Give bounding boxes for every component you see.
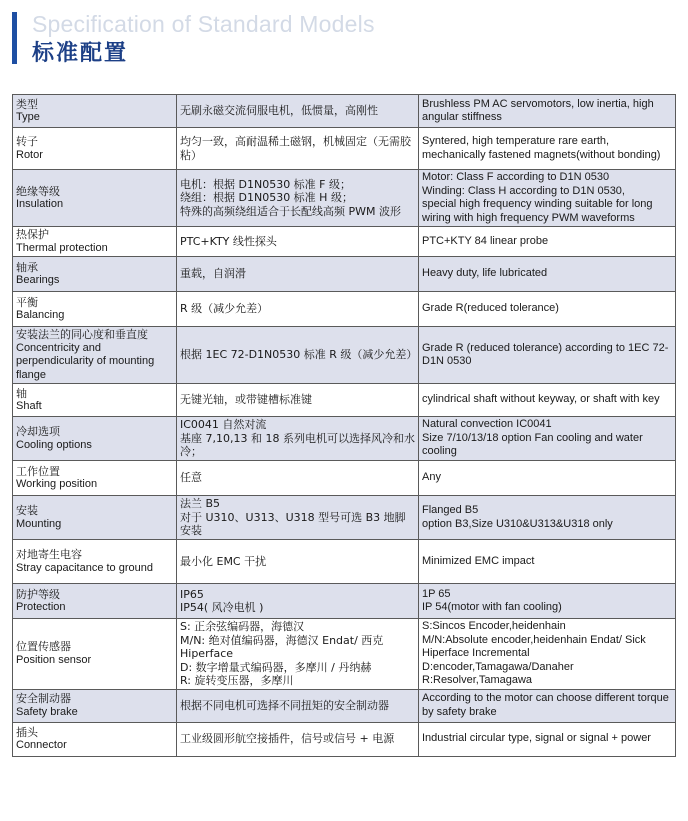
spec-label-english: Balancing [16,309,65,321]
spec-value-english-cell [419,257,676,292]
spec-value-english-cell [419,540,676,584]
spec-label-cell [13,461,177,496]
spec-value-chinese: 重载，自润滑 [180,267,246,281]
spec-value-chinese: 基座 7,10,13 和 18 系列电机可以选择风冷和水冷； [180,431,415,459]
spec-row [13,227,676,257]
spec-value-chinese: 法兰 B5 [180,497,221,511]
spec-value-chinese-cell [177,689,419,722]
spec-label-cell [13,619,177,690]
spec-label-english: Protection [16,601,66,613]
spec-label-english: Type [16,111,40,123]
page-title-english: Specification of Standard Models [32,11,375,37]
spec-label-english: Mounting [16,517,62,530]
spec-value-chinese-cell [177,327,419,384]
spec-value-english-cell [419,128,676,170]
spec-label-cell [13,540,177,584]
spec-value-english: Natural convection IC0041 [422,418,552,431]
spec-label-chinese: 平衡 [16,295,38,309]
spec-label-chinese: 工作位置 [16,464,60,478]
spec-label-chinese: 安全制动器 [16,692,71,705]
spec-row [13,292,676,327]
spec-row [13,584,676,619]
spec-label-english: Safety brake [16,705,78,718]
spec-row [13,689,676,722]
page-header [12,8,672,68]
spec-value-english: Brushless PM AC servomotors, low inertia, high angular stiffness [422,97,654,123]
spec-label-english: Bearings [16,274,60,286]
spec-value-english: Winding: Class H according to D1N 0530, [422,184,625,197]
spec-value-english-cell [419,170,676,227]
spec-label-cell [13,292,177,327]
spec-row [13,619,676,690]
spec-label-chinese: 轴 [16,386,27,400]
spec-value-chinese: IC0041 自然对流 [180,418,267,432]
spec-row [13,257,676,292]
spec-value-english-cell [419,292,676,327]
spec-value-chinese-cell [177,722,419,756]
spec-value-english: Grade R(reduced tolerance) [422,302,559,315]
spec-label-cell [13,584,177,619]
spec-row [13,327,676,384]
spec-value-chinese-cell [177,170,419,227]
spec-value-english-cell [419,461,676,496]
spec-value-chinese: 根据不同电机可选择不同扭矩的安全制动器 [180,698,389,712]
spec-value-chinese: R 级（减少允差） [180,302,269,316]
spec-value-chinese: IP54( 风冷电机 ) [180,601,264,614]
spec-value-english-cell [419,327,676,384]
spec-label-english: Cooling options [16,438,92,451]
spec-label-chinese: 类型 [16,97,38,111]
spec-label-chinese: 热保护 [16,228,49,241]
title-accent-bar [12,12,17,64]
spec-value-english-cell [419,689,676,722]
spec-value-english: Motor: Class F according to D1N 0530 [422,171,610,183]
spec-row [13,417,676,461]
spec-value-chinese: 根据 1EC 72-D1N0530 标准 R 级（减少允差） [180,348,418,362]
spec-label-chinese: 冷却选项 [16,425,60,438]
spec-label-english: Working position [16,478,98,490]
spec-value-english: cylindrical shaft without keyway, or shaft with key [422,393,660,406]
spec-row [13,170,676,227]
spec-value-chinese: M/N: 绝对值编码器，海德汉 Endat/ 西克 Hiperface [180,633,384,660]
spec-label-chinese: 安装 [16,504,38,517]
spec-label-chinese: 轴承 [16,260,38,274]
spec-value-chinese-cell [177,496,419,540]
spec-value-chinese: 绕组：根据 D1N0530 标准 H 级； [180,191,353,205]
spec-label-chinese: 防护等级 [16,587,60,601]
spec-row [13,722,676,756]
spec-row [13,95,676,128]
spec-value-english: M/N:Absolute encoder,heidenhain Endat/ Sick Hiperface Incremental [422,633,646,659]
spec-value-chinese: 最小化 EMC 干扰 [180,554,267,568]
spec-value-english-cell [419,722,676,756]
spec-label-cell [13,689,177,722]
spec-label-chinese: 位置传感器 [16,640,71,654]
spec-value-english: 1P 65 [422,587,451,600]
spec-value-chinese-cell [177,128,419,170]
spec-value-chinese-cell [177,227,419,257]
spec-value-english: Syntered, high temperature rare earth, mechanically fastened magnets(without bonding) [422,135,661,161]
spec-label-chinese: 安装法兰的同心度和垂直度 [16,328,148,341]
spec-value-english: According to the motor can choose different torque by safety brake [422,692,669,718]
spec-value-english-cell [419,95,676,128]
spec-value-chinese: IP65 [180,587,204,601]
spec-value-chinese-cell [177,584,419,619]
spec-row [13,384,676,417]
spec-value-english: IP 54(motor with fan cooling) [422,601,562,613]
spec-value-english-cell [419,384,676,417]
spec-value-english-cell [419,496,676,540]
spec-label-cell [13,95,177,128]
spec-value-chinese-cell [177,417,419,461]
spec-label-cell [13,722,177,756]
spec-value-english: special high frequency winding suitable for long wiring with high frequency PWM waveforms [422,198,653,224]
spec-value-english: Heavy duty, life lubricated [422,267,548,280]
spec-label-cell [13,384,177,417]
spec-value-chinese: R: 旋转变压器，多摩川 [180,674,294,687]
spec-label-english: Stray capacitance to ground [16,561,153,574]
spec-value-chinese-cell [177,95,419,128]
spec-value-chinese: D: 数字增量式编码器，多摩川 / 丹纳赫 [180,660,372,674]
spec-value-chinese-cell [177,257,419,292]
spec-value-english: R:Resolver,Tamagawa [422,674,533,686]
spec-value-chinese-cell [177,540,419,584]
spec-value-english: Flanged B5 [422,504,479,516]
spec-label-english: Thermal protection [16,241,108,254]
spec-value-english: S:Sincos Encoder,heidenhain [422,620,566,632]
spec-value-chinese-cell [177,619,419,690]
spec-value-english: Industrial circular type, signal or signal + power [422,732,651,745]
spec-label-cell [13,257,177,292]
spec-value-english: PTC+KTY 84 linear probe [422,234,549,247]
spec-value-chinese: 无刷永磁交流伺服电机，低惯量，高刚性 [180,104,378,118]
spec-value-english: Size 7/10/13/18 option Fan cooling and water cooling [422,431,643,458]
spec-value-chinese: 无键光轴，或带键槽标准键 [180,393,312,407]
spec-value-chinese-cell [177,461,419,496]
spec-label-chinese: 绝缘等级 [16,184,60,198]
spec-label-cell [13,496,177,540]
spec-value-english-cell [419,584,676,619]
spec-value-chinese: PTC+KTY 线性探头 [180,234,277,248]
spec-value-chinese: 任意 [180,471,202,485]
spec-value-chinese-cell [177,292,419,327]
spec-value-chinese: 工业级圆形航空接插件，信号或信号 + 电源 [180,732,395,746]
spec-value-english-cell [419,227,676,257]
spec-label-english: Connector [16,739,67,751]
spec-label-cell [13,227,177,257]
spec-label-chinese: 插头 [16,725,38,739]
spec-label-english: Shaft [16,400,42,412]
spec-value-english-cell [419,619,676,690]
spec-value-english: Any [422,471,441,484]
spec-value-english-cell [419,417,676,461]
spec-label-cell [13,170,177,227]
spec-label-english: Rotor [16,148,43,161]
spec-value-chinese-cell [177,384,419,417]
spec-value-english: Grade R (reduced tolerance) according to 1EC 72- D1N 0530 [422,341,669,367]
spec-row [13,540,676,584]
spec-value-chinese: 电机：根据 D1N0530 标准 F 级； [180,177,352,191]
spec-row [13,461,676,496]
spec-value-chinese: S: 正余弦编码器，海德汉 [180,620,305,633]
spec-value-chinese: 均匀一致，高耐温稀土磁钢，机械固定（无需胶粘） [180,135,411,162]
spec-label-cell [13,327,177,384]
spec-label-cell [13,417,177,461]
spec-value-english: Minimized EMC impact [422,554,535,567]
spec-label-chinese: 对地寄生电容 [16,548,82,561]
spec-row [13,496,676,540]
spec-label-english: Position sensor [16,653,92,666]
spec-value-english: option B3,Size U310&U313&U318 only [422,517,613,530]
spec-value-chinese: 对于 U310、U313、U318 型号可选 B3 地脚安装 [180,510,406,538]
spec-value-chinese: 特殊的高频绕组适合于长配线高频 PWM 波形 [180,204,401,218]
spec-label-english: Concentricity and perpendicularity of mounting flange [16,341,155,381]
spec-label-english: Insulation [16,198,64,210]
spec-label-cell [13,128,177,170]
page-title-chinese: 标准配置 [32,41,129,66]
specification-table [12,94,676,757]
spec-value-english: D:encoder,Tamagawa/Danaher [422,660,574,673]
spec-row [13,128,676,170]
spec-label-chinese: 转子 [16,135,38,148]
